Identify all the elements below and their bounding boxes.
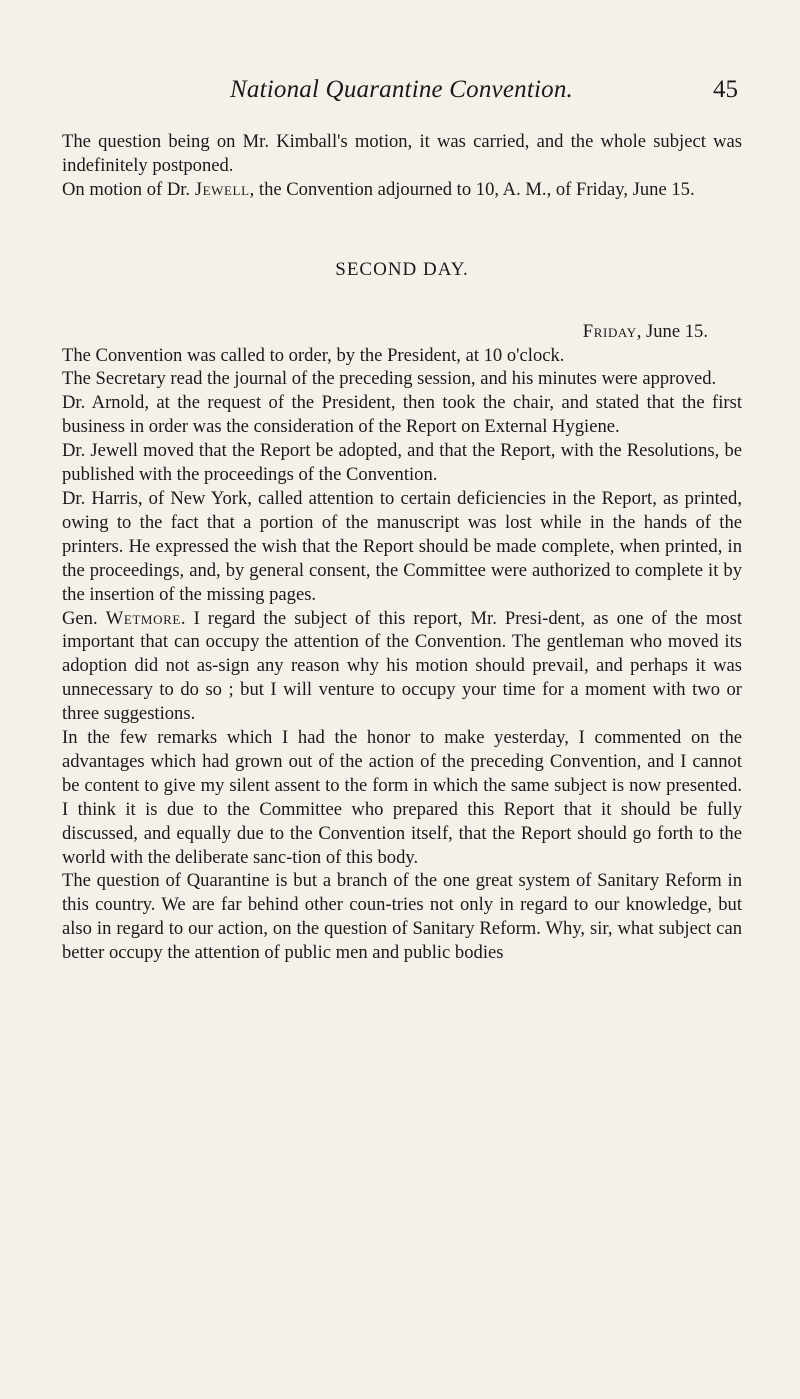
paragraph-called-to-order: The Convention was called to order, by the President, at 10 o'clock. <box>62 344 565 366</box>
page-number: 45 <box>713 76 738 103</box>
running-title: National Quarantine Convention. <box>230 76 573 103</box>
adjournment-lead: On motion of Dr. <box>62 178 195 200</box>
paragraph-harris-remarks: Dr. Harris, of New York, called attention to certain deficiencies in the Report, as printed, owing to the fact that a portion of the manuscript was lost while in the hands of the printers. He expressed the wish that the Report should be made complete, when printed, in the proceedings, and, by general consent, the Committee were authorized to complete it by the insertion of the missing pages. <box>62 487 742 605</box>
section-heading: SECOND DAY. <box>335 258 469 280</box>
speaker-name-wetmore: Wetmore <box>105 607 181 629</box>
paragraph-wetmore-remarks <box>62 607 742 727</box>
paragraph-previous-remarks: In the few remarks which I had the honor to make yesterday, I commented on the advantages which had grown out of the action of the preceding Convention, and I cannot be content to give my silent assent to the form in which the same subject is now presented. I think it is due to the Committee who prepared this Report that it should be fully discussed, and equally due to the Convention itself, that the Report should go forth to the world with the deliberate sanc-tion of this body. <box>62 727 742 868</box>
speaker-name-jewell: Jewell <box>194 178 250 200</box>
wetmore-speech: . I regard the subject of this report, Mr. Presi-dent, as one of the most important that can occupy the attention of the Convention. The gentleman who moved its adoption did not as-sign any reason why his motion should prevail, and perhaps it was unnecessary to do so ; but I will venture to occupy your time for a moment with two or three suggestions. <box>62 607 742 725</box>
paragraph-sanitary-reform: The question of Quarantine is but a branch of the one great system of Sanitary Reform in this country. We are far behind other coun-tries not only in regard to our knowledge, but also in regard to our action, on the question of Sanitary Reform. Why, sir, what subject can better occupy the attention of public men and public bodies <box>62 870 742 964</box>
paragraph-arnold-chair: Dr. Arnold, at the request of the President, then took the chair, and stated that the first business in order was the consideration of the Report on External Hygiene. <box>62 392 742 438</box>
wetmore-lead: Gen. <box>62 607 106 629</box>
paragraph-journal-read: The Secretary read the journal of the preceding session, and his minutes were approved. <box>62 368 717 390</box>
paragraph-jewell-motion: Dr. Jewell moved that the Report be adopted, and that the Report, with the Resolutions, be published with the proceedings of the Convention. <box>62 440 742 486</box>
adjournment-rest: , the Convention adjourned to 10, A. M., of Friday, June 15. <box>249 178 695 200</box>
paragraph-adjournment <box>62 178 742 202</box>
dateline-day: Friday <box>582 320 637 342</box>
running-head <box>0 76 800 110</box>
body-text <box>62 130 742 965</box>
dateline <box>62 320 742 344</box>
dateline-date: , June 15. <box>636 320 708 342</box>
paragraph-motion-carried: The question being on Mr. Kimball's motion, it was carried, and the whole subject was indefinitely postponed. <box>62 131 742 176</box>
